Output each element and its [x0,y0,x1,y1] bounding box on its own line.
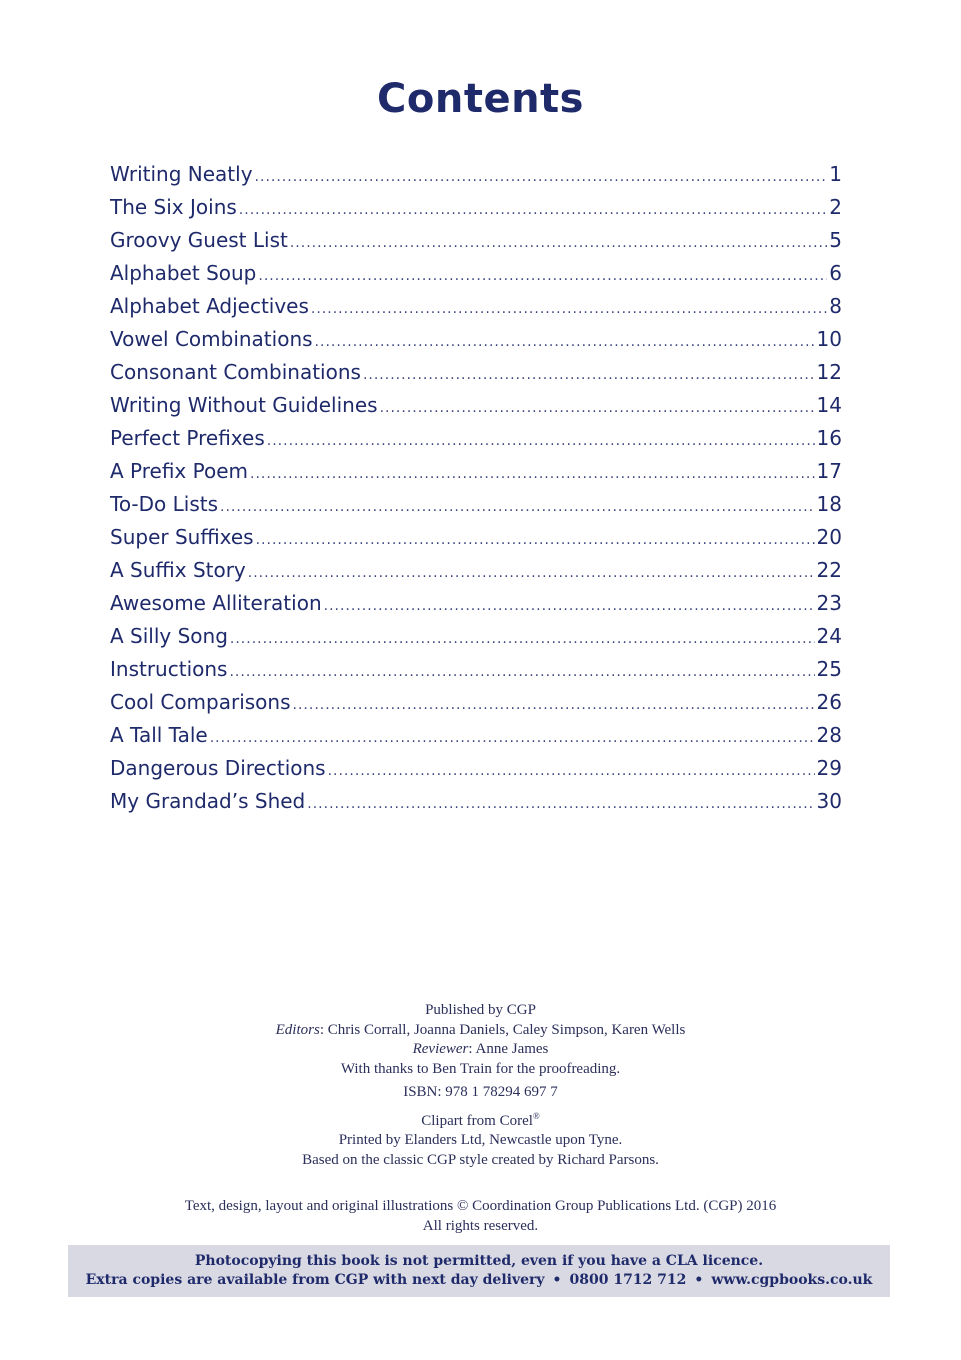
toc-entry[interactable] [110,459,842,492]
style-credit-line: Based on the classic CGP style created by Richard Parsons. [302,1151,659,1168]
toc-entry-title: Vowel Combinations [110,327,313,351]
toc-dot-leader [220,499,815,515]
toc-entry[interactable] [110,426,842,459]
toc-entry[interactable] [110,690,842,723]
photocopy-warning: Photocopying this book is not permitted, even if you have a CLA licence. [194,1253,764,1269]
publication-credits [0,1001,961,1170]
extra-copies-text: Extra copies are available from CGP with next day delivery [85,1272,545,1288]
toc-entry[interactable] [110,591,842,624]
toc-entry-page-number: 25 [816,657,842,681]
toc-dot-leader [256,532,815,548]
toc-entry[interactable] [110,195,842,228]
editors-names: : Chris Corrall, Joanna Daniels, Caley Simpson, Karen Wells [319,1021,686,1038]
toc-entry-title: Cool Comparisons [110,690,291,714]
toc-dot-leader [307,796,814,812]
toc-entry-title: Instructions [110,657,228,681]
toc-entry[interactable] [110,723,842,756]
toc-dot-leader [255,169,828,185]
toc-entry-title: A Tall Tale [110,723,208,747]
clipart-line [0,1107,961,1132]
toc-entry[interactable] [110,624,842,657]
toc-entry[interactable] [110,393,842,426]
toc-entry-page-number: 12 [816,360,842,384]
copyright-line: Text, design, layout and original illustrations © Coordination Group Publications Ltd. (CGP) 2016 [184,1198,777,1214]
toc-dot-leader [210,730,815,746]
toc-dot-leader [258,268,827,284]
toc-entry-title: Alphabet Soup [110,261,257,285]
toc-entry-title: To-Do Lists [110,492,219,516]
toc-entry[interactable] [110,294,842,327]
clipart-text: Clipart from Corel [421,1112,533,1129]
toc-dot-leader [324,598,815,614]
phone-number: 0800 1712 712 [569,1272,687,1288]
toc-entry-page-number: 2 [829,195,842,219]
registered-mark: ® [532,1110,540,1121]
toc-entry-title: Consonant Combinations [110,360,361,384]
toc-entry-page-number: 22 [816,558,842,582]
toc-entry-page-number: 28 [816,723,842,747]
toc-entry-title: Alphabet Adjectives [110,294,309,318]
toc-entry-page-number: 26 [816,690,842,714]
toc-dot-leader [328,763,815,779]
toc-entry-title: Writing Neatly [110,162,253,186]
toc-entry[interactable] [110,492,842,525]
toc-entry-page-number: 1 [829,162,842,186]
publisher-line: Published by CGP [425,1002,536,1018]
photocopy-notice-banner [68,1245,890,1297]
toc-entry-page-number: 5 [829,228,842,252]
toc-dot-leader [229,664,814,680]
toc-entry-title: Awesome Alliteration [110,591,322,615]
page-title: Contents [377,76,584,122]
toc-entry-page-number: 30 [816,789,842,813]
toc-dot-leader [230,631,815,647]
toc-entry-page-number: 23 [816,591,842,615]
toc-entry-page-number: 14 [816,393,842,417]
toc-dot-leader [267,433,815,449]
toc-entry-title: Writing Without Guidelines [110,393,378,417]
toc-dot-leader [248,565,815,581]
toc-entry-page-number: 8 [829,294,842,318]
thanks-line: With thanks to Ben Train for the proofreading. [340,1060,621,1077]
toc-dot-leader [311,301,827,317]
reviewer-name: : Anne James [468,1041,549,1057]
toc-entry-title: A Silly Song [110,624,228,648]
toc-entry-title: A Prefix Poem [110,459,248,483]
website-link[interactable]: www.cgpbooks.co.uk [711,1272,873,1288]
toc-entry-page-number: 10 [816,327,842,351]
toc-entry-title: Groovy Guest List [110,228,288,252]
toc-dot-leader [315,334,815,350]
toc-dot-leader [239,202,827,218]
toc-entry-page-number: 24 [816,624,842,648]
toc-dot-leader [363,367,815,383]
toc-entry[interactable] [110,558,842,591]
toc-entry[interactable] [110,657,842,690]
toc-entry-title: Dangerous Directions [110,756,326,780]
toc-entry[interactable] [110,789,842,822]
table-of-contents [110,162,842,822]
toc-entry-title: My Grandad’s Shed [110,789,306,813]
toc-entry[interactable] [110,228,842,261]
copyright-notice [0,1197,961,1236]
toc-dot-leader [380,400,815,416]
extra-copies-line [68,1271,890,1290]
toc-entry-title: Perfect Prefixes [110,426,265,450]
toc-entry-page-number: 18 [816,492,842,516]
toc-dot-leader [290,235,827,251]
editors-label: Editors [275,1021,320,1038]
toc-dot-leader [250,466,815,482]
toc-entry-title: A Suffix Story [110,558,246,582]
bullet-separator: • [552,1272,562,1288]
printer-line: Printed by Elanders Ltd, Newcastle upon Tyne. [338,1132,623,1148]
toc-entry[interactable] [110,360,842,393]
toc-entry[interactable] [110,162,842,195]
rights-reserved-line: All rights reserved. [422,1217,539,1234]
reviewer-line [0,1040,961,1060]
reviewer-label: Reviewer [412,1041,469,1057]
isbn-line: ISBN: 978 1 78294 697 7 [403,1084,558,1100]
bullet-separator: • [694,1272,704,1288]
toc-entry-title: Super Suffixes [110,525,254,549]
toc-entry-page-number: 17 [816,459,842,483]
toc-entry-page-number: 16 [816,426,842,450]
toc-entry-title: The Six Joins [110,195,237,219]
toc-entry[interactable] [110,327,842,360]
toc-entry[interactable] [110,525,842,558]
toc-entry[interactable] [110,756,842,789]
toc-entry[interactable] [110,261,842,294]
toc-dot-leader [293,697,815,713]
toc-entry-page-number: 6 [829,261,842,285]
editors-line [0,1021,961,1041]
toc-entry-page-number: 20 [816,525,842,549]
toc-entry-page-number: 29 [816,756,842,780]
